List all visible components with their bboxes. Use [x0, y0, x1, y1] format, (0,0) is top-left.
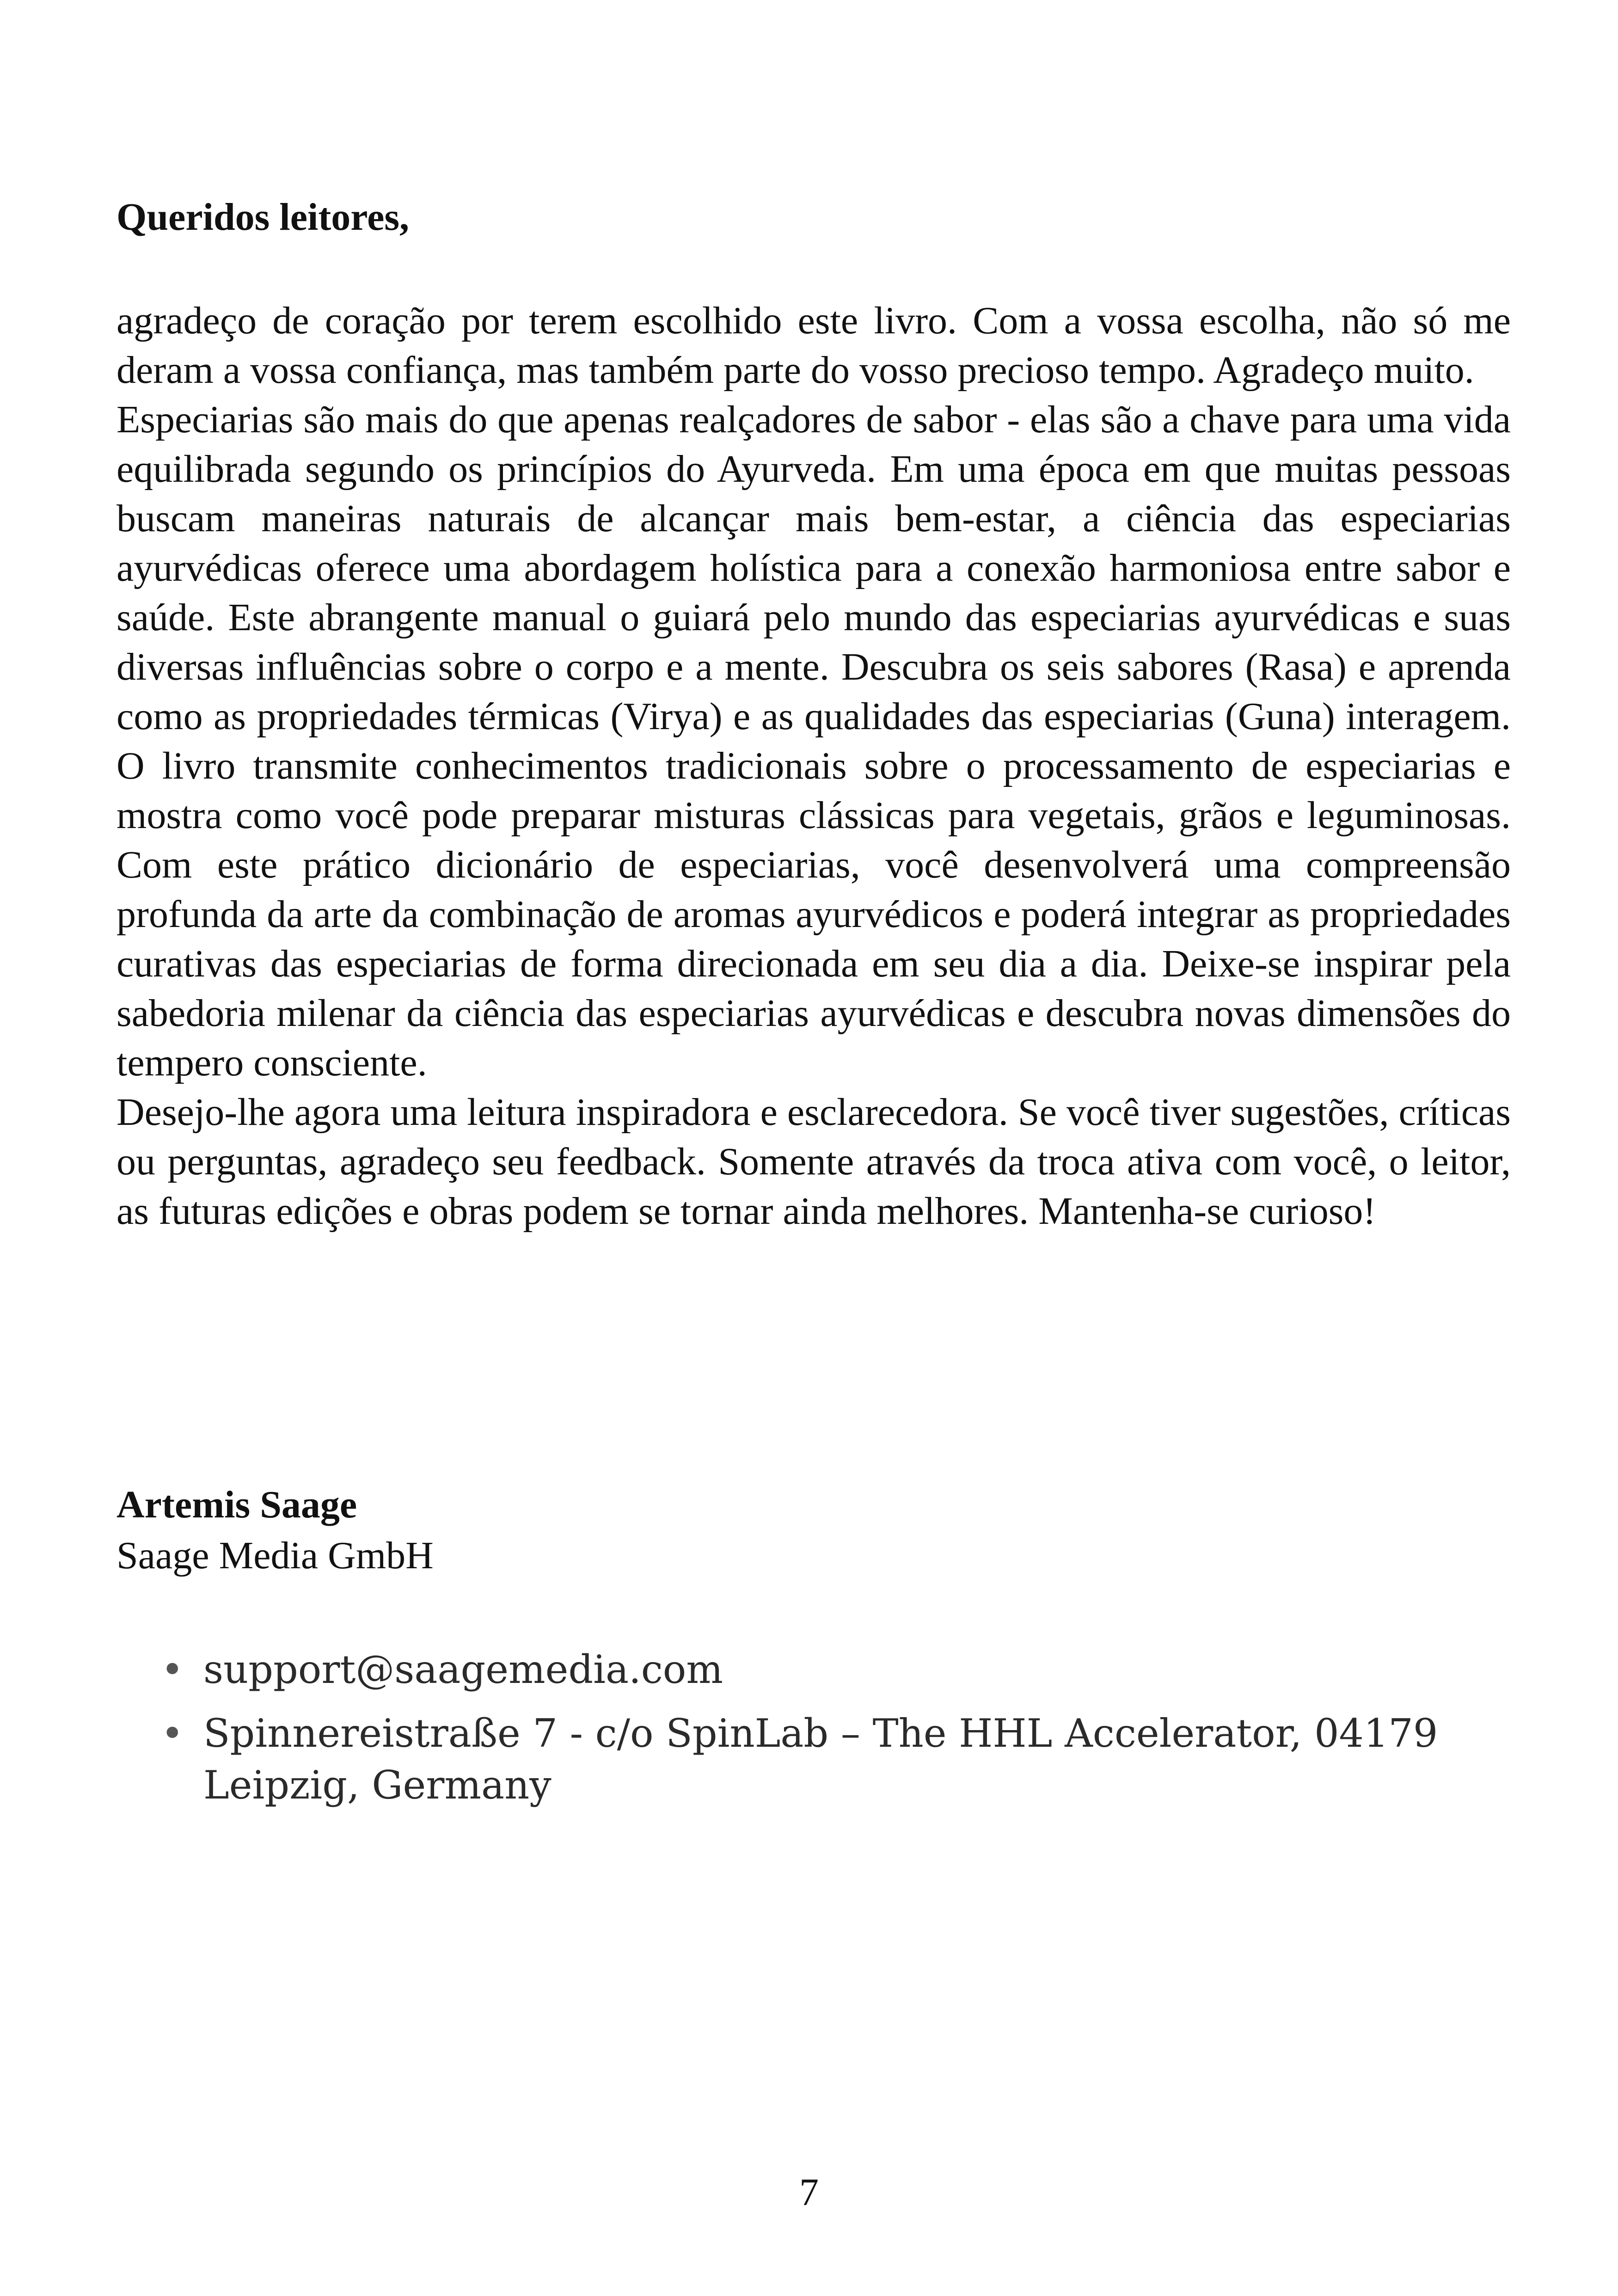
contact-address-item: [153, 1707, 1516, 1811]
signature-block: [116, 1480, 1503, 1581]
paragraph-closing: Desejo-lhe agora uma leitura inspiradora e esclarecedora. Se você tiver sugestões, críticas ou perguntas, agradeço seu feedback. Somente através da troca ativa com você, o leitor, as futuras edições e obras podem se tornar ainda melhores. Mantenha-se curioso!: [116, 1091, 1511, 1233]
contact-address: Spinnereistraße 7 - c/o SpinLab – The HHL Accelerator, 04179 Leipzig, Germany: [203, 1711, 1438, 1808]
paragraph-thanks: agradeço de coração por terem escolhido este livro. Com a vossa escolha, não só me deram a vossa confiança, mas também parte do vosso precioso tempo. Agradeço muito.: [116, 299, 1511, 392]
letter-body: [116, 296, 1511, 1236]
company-name: Saage Media GmbH: [116, 1534, 434, 1577]
contact-list: [153, 1644, 1516, 1823]
contact-email-item: [153, 1644, 1516, 1695]
bullet-icon: •: [161, 1647, 184, 1692]
contact-email[interactable]: support@saagemedia.com: [203, 1647, 723, 1692]
bullet-icon: •: [161, 1711, 184, 1756]
author-name: Artemis Saage: [116, 1483, 357, 1526]
paragraph-book-description: Especiarias são mais do que apenas realçadores de sabor - elas são a chave para uma vida equilibrada segundo os princípios do Ayurveda. Em uma época em que muitas pessoas buscam maneiras naturais de alcançar mais bem-estar, a ciência das especiarias ayurvédicas oferece uma abordagem holística para a conexão harmoniosa entre sabor e saúde. Este abrangente manual o guiará pelo mundo das especiarias ayurvédicas e suas diversas influências sobre o corpo e a mente. Descubra os seis sabores (Rasa) e aprenda como as propriedades térmicas (Virya) e as qualidades das especiarias (Guna) interagem. O livro transmite conhecimentos tradicionais sobre o processamento de especiarias e mostra como você pode preparar misturas clássicas para vegetais, grãos e leguminosas. Com este prático dicionário de especiarias, você desenvolverá uma compreensão profunda da arte da combinação de aromas ayurvédicos e poderá integrar as propriedades curativas das especiarias de forma direcionada em seu dia a dia. Deixe-se inspirar pela sabedoria milenar da ciência das especiarias ayurvédicas e descubra novas dimensões do tempero consciente.: [116, 398, 1511, 1084]
page-number: 7: [799, 2171, 819, 2214]
greeting-heading: Queridos leitores,: [116, 196, 410, 239]
